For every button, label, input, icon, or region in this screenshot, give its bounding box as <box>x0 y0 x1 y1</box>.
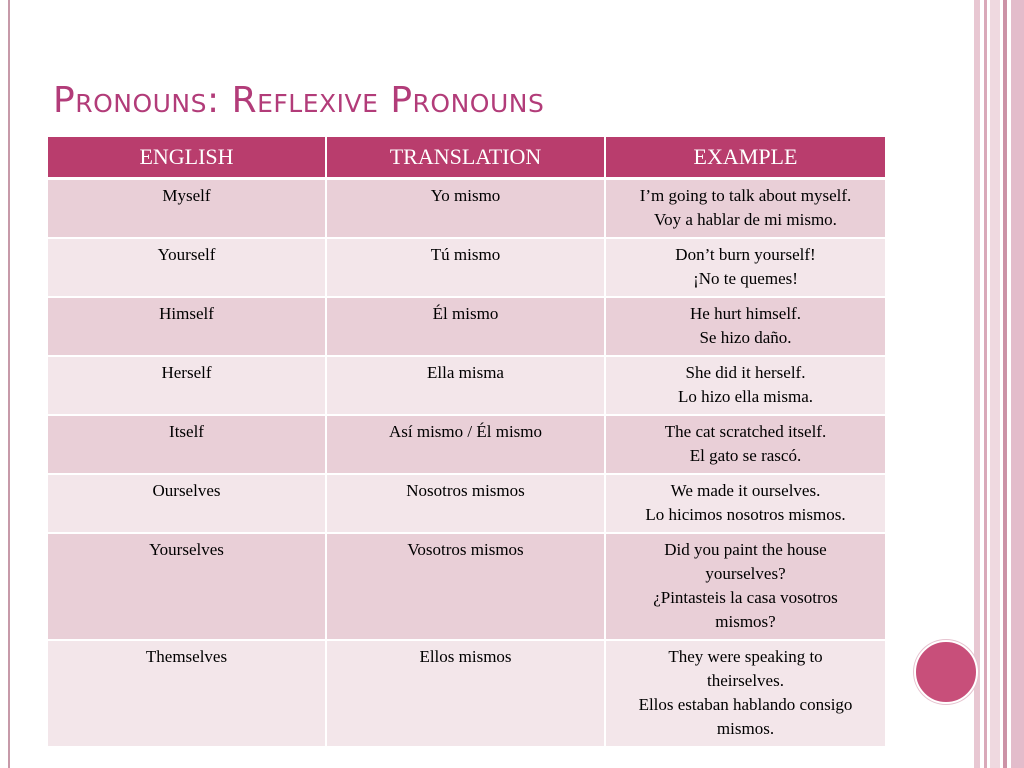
header-english: ENGLISH <box>48 137 326 179</box>
table-row <box>48 533 885 640</box>
cell-english: Yourself <box>48 238 326 297</box>
example-line: They were speaking to <box>668 647 823 666</box>
reflexive-pronouns-table <box>48 137 885 748</box>
cell-example <box>605 533 885 640</box>
cell-english: Herself <box>48 356 326 415</box>
example-line: ¿Pintasteis la casa vosotros <box>653 588 838 607</box>
cell-example <box>605 415 885 474</box>
example-line: Ellos estaban hablando consigo <box>638 695 853 714</box>
table-row <box>48 356 885 415</box>
example-line: ¡No te quemes! <box>693 269 798 288</box>
cell-translation: Él mismo <box>326 297 605 356</box>
example-line: We made it ourselves. <box>670 481 821 500</box>
cell-english: Myself <box>48 179 326 239</box>
table-row <box>48 238 885 297</box>
example-line: Did you paint the house <box>664 540 827 559</box>
right-decorative-stripes <box>974 0 1024 768</box>
example-line: The cat scratched itself. <box>664 422 827 441</box>
cell-example <box>605 179 885 239</box>
example-line: yourselves? <box>705 564 786 583</box>
slide-title: Pronouns: Reflexive Pronouns <box>53 80 545 121</box>
cell-translation: Ella misma <box>326 356 605 415</box>
example-line: El gato se rascó. <box>689 446 802 465</box>
example-line: mismos. <box>716 719 775 738</box>
cell-example <box>605 356 885 415</box>
table-row <box>48 474 885 533</box>
decorative-stripe <box>984 0 987 768</box>
cell-example <box>605 474 885 533</box>
decorative-stripe <box>1003 0 1007 768</box>
cell-english: Ourselves <box>48 474 326 533</box>
table-row <box>48 415 885 474</box>
cell-translation: Yo mismo <box>326 179 605 239</box>
cell-example <box>605 238 885 297</box>
cell-example <box>605 297 885 356</box>
example-line: Se hizo daño. <box>699 328 792 347</box>
cell-translation: Así mismo / Él mismo <box>326 415 605 474</box>
example-line: I’m going to talk about myself. <box>639 186 852 205</box>
cell-translation: Nosotros mismos <box>326 474 605 533</box>
example-line: He hurt himself. <box>690 304 801 323</box>
table-row <box>48 297 885 356</box>
header-example: EXAMPLE <box>605 137 885 179</box>
cell-translation: Tú mismo <box>326 238 605 297</box>
example-line: Lo hizo ella misma. <box>677 387 814 406</box>
example-line: She did it herself. <box>685 363 806 382</box>
decorative-stripe <box>1011 0 1024 768</box>
example-line: Voy a hablar de mi mismo. <box>654 210 837 229</box>
table-row <box>48 179 885 239</box>
decorative-stripe <box>990 0 1000 768</box>
cell-translation: Ellos mismos <box>326 640 605 747</box>
table-header-row <box>48 137 885 179</box>
cell-english: Themselves <box>48 640 326 747</box>
decorative-stripe <box>974 0 980 768</box>
table-row <box>48 640 885 747</box>
example-line: mismos? <box>715 612 776 631</box>
example-line: theirselves. <box>707 671 784 690</box>
example-line: Don’t burn yourself! <box>675 245 816 264</box>
cell-english: Itself <box>48 415 326 474</box>
cell-english: Himself <box>48 297 326 356</box>
cell-translation: Vosotros mismos <box>326 533 605 640</box>
cell-english: Yourselves <box>48 533 326 640</box>
left-border-line <box>8 0 10 768</box>
cell-example <box>605 640 885 747</box>
example-line: Lo hicimos nosotros mismos. <box>645 505 846 524</box>
header-translation: TRANSLATION <box>326 137 605 179</box>
decorative-circle <box>914 640 978 704</box>
